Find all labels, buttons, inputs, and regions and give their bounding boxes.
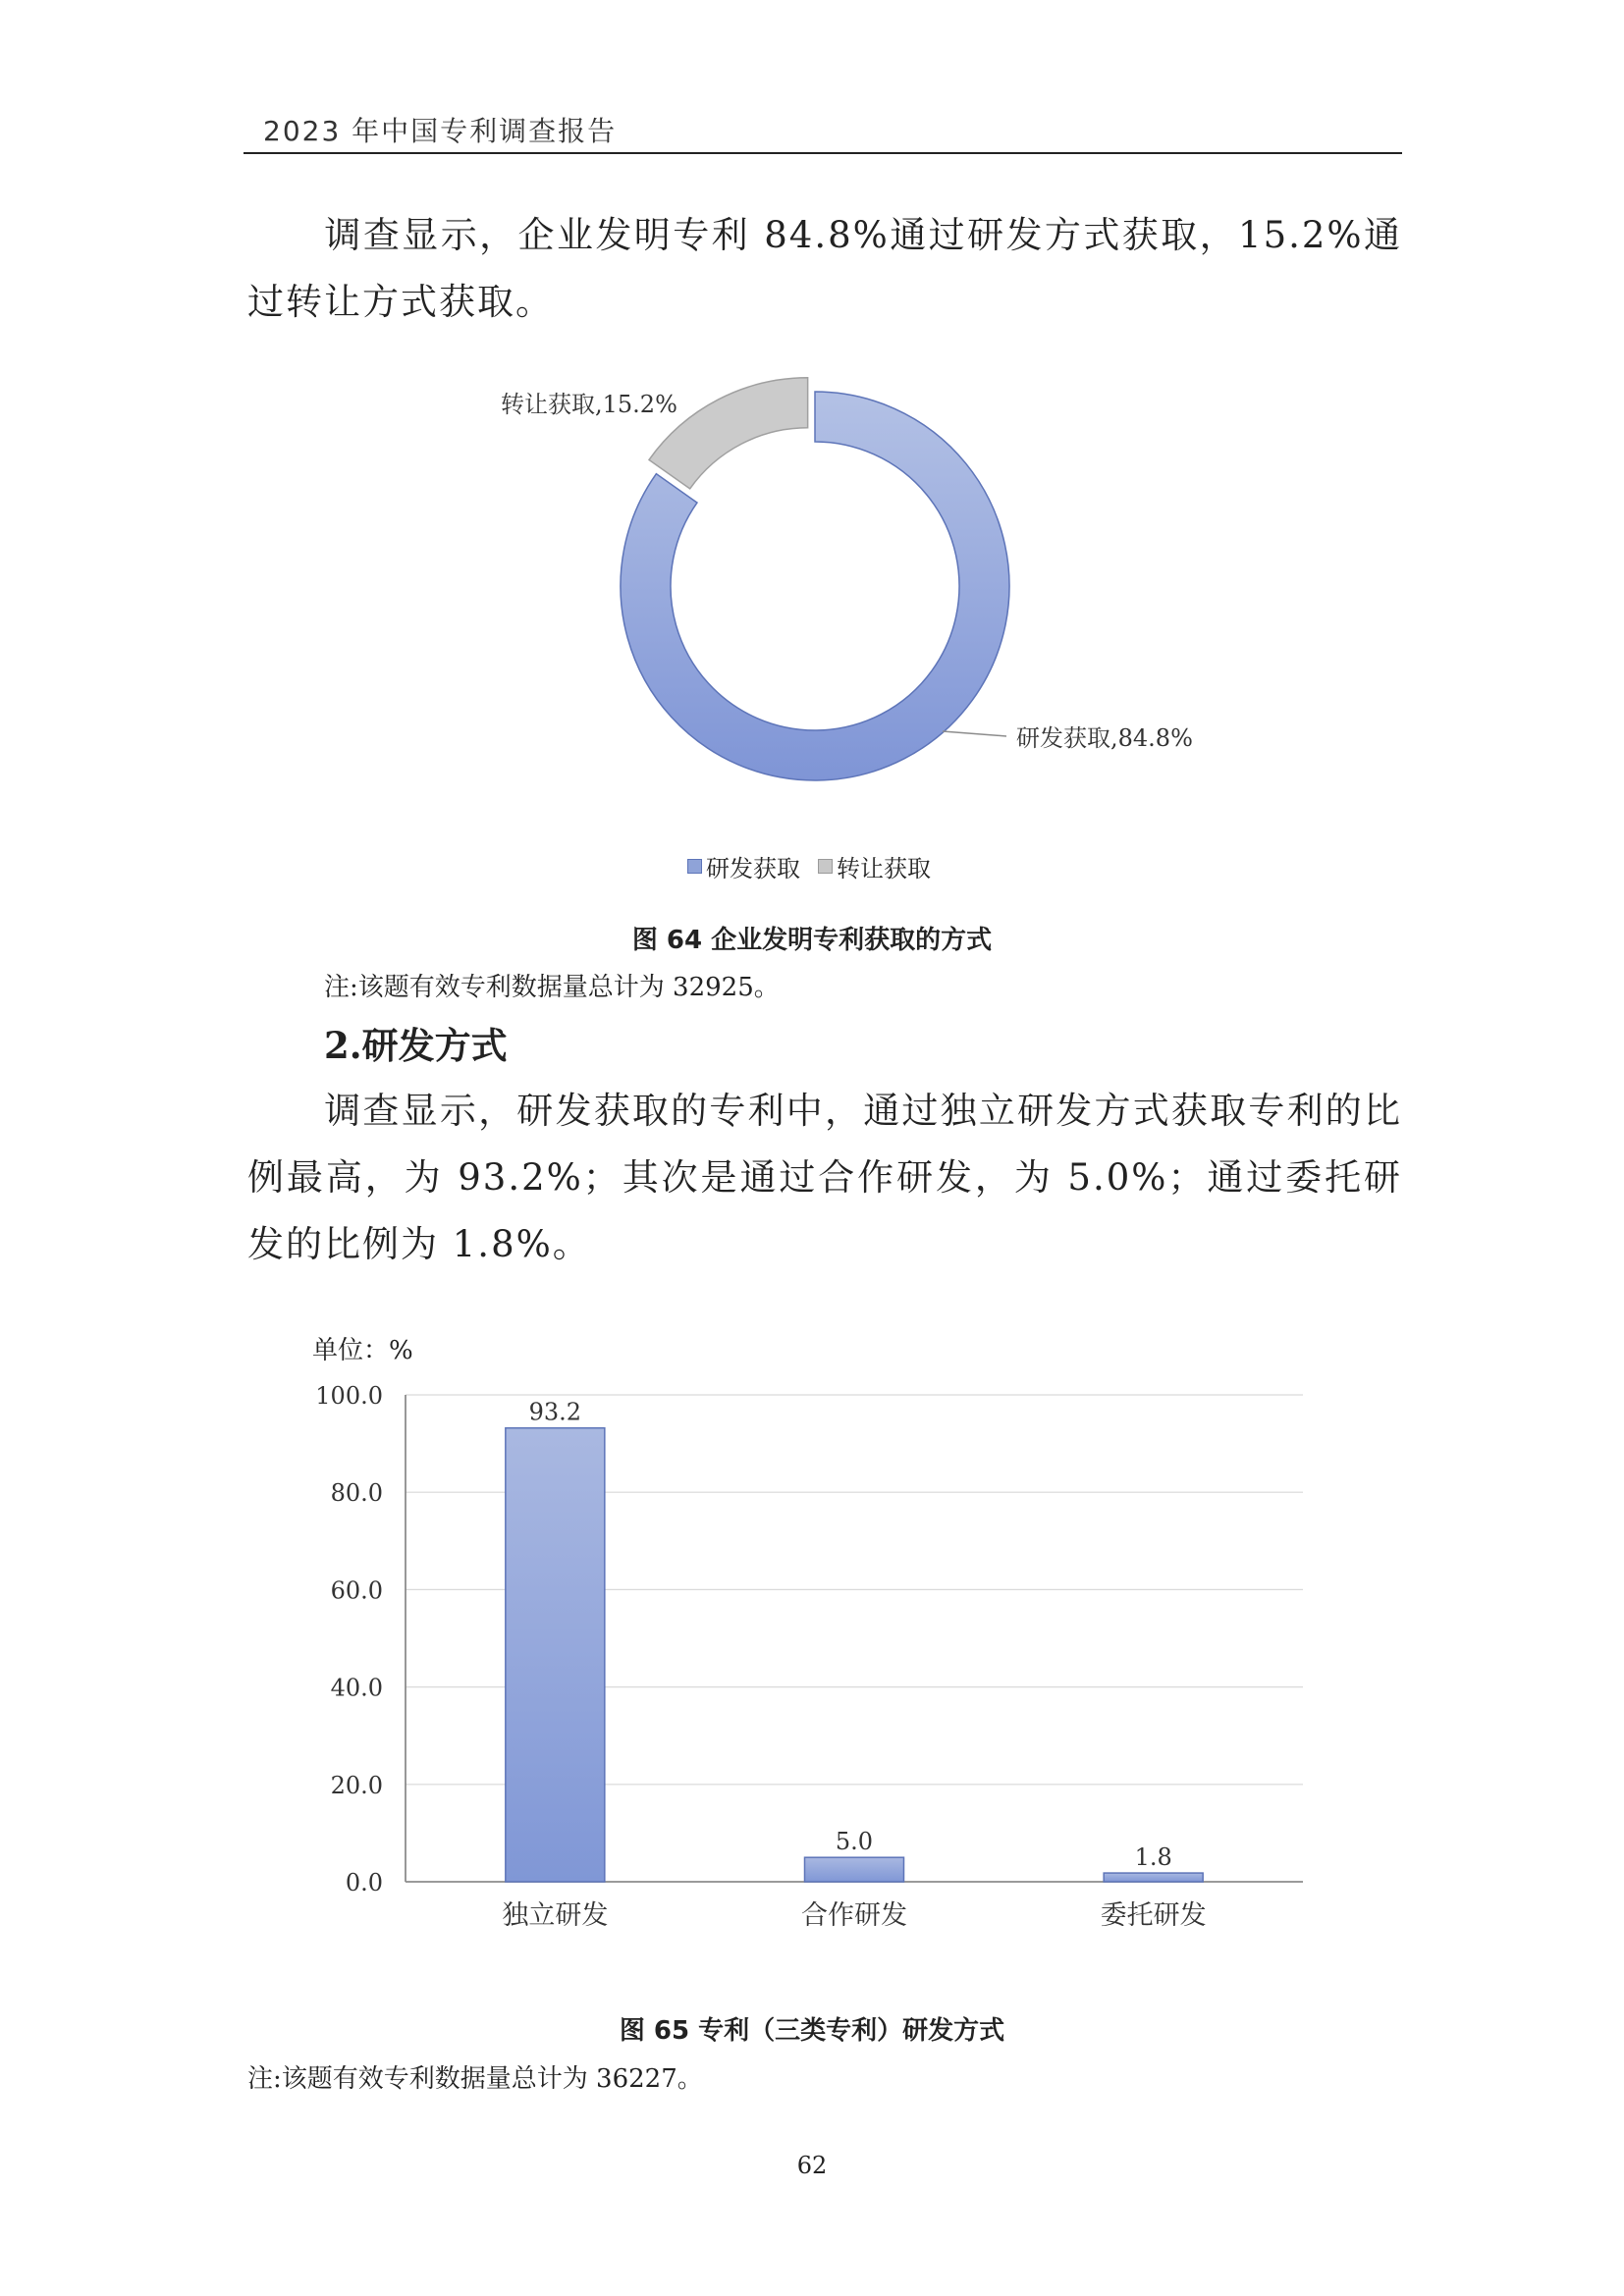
donut-legend	[687, 849, 931, 883]
bar	[506, 1428, 605, 1882]
bar-data-label: 1.8	[1134, 1843, 1172, 1872]
bar-data-label: 93.2	[528, 1398, 582, 1426]
legend-label-transfer: 转让获取	[837, 855, 931, 882]
donut-chart	[0, 0, 1624, 844]
figure-64-caption: 图 64 企业发明专利获取的方式	[631, 926, 993, 955]
bar	[805, 1857, 904, 1882]
x-category-label: 委托研发	[1100, 1900, 1207, 1931]
legend-label-rd: 研发获取	[706, 855, 800, 882]
figure-65-caption: 图 65 专利（三类专利）研发方式	[619, 2016, 1005, 2046]
paragraph-1-text: 调查显示，企业发明专利 84.8%通过研发方式获取，15.2%通过转让方式获取。	[247, 214, 1402, 323]
legend-swatch-transfer	[818, 859, 833, 874]
bar-data-label: 5.0	[835, 1828, 874, 1856]
figure-65-note: 注:该题有效专利数据量总计为 36227。	[247, 2064, 703, 2094]
legend-swatch-rd	[687, 859, 702, 874]
x-category-label: 独立研发	[502, 1900, 609, 1931]
unit-label: 单位：%	[312, 1336, 413, 1365]
bar-chart	[0, 1355, 1624, 1944]
legend-item-transfer	[818, 849, 931, 883]
section-heading: 2.研发方式	[324, 1024, 508, 1067]
y-tick-label: 0.0	[345, 1869, 383, 1896]
page-number: 62	[796, 2152, 828, 2179]
y-tick-label: 20.0	[330, 1771, 383, 1799]
y-tick-label: 40.0	[330, 1674, 383, 1702]
paragraph-2-text: 调查显示，研发获取的专利中，通过独立研发方式获取专利的比例最高，为 93.2%；其次是通过合作研发，为 5.0%；通过委托研发的比例为 1.8%。	[247, 1090, 1402, 1265]
bar	[1104, 1873, 1203, 1882]
running-header: 2023 年中国专利调查报告	[263, 115, 618, 147]
y-tick-label: 60.0	[330, 1576, 383, 1605]
paragraph-2	[247, 1078, 1402, 1278]
y-tick-label: 80.0	[330, 1479, 383, 1508]
figure-64-note: 注:该题有效专利数据量总计为 32925。	[324, 973, 780, 1002]
x-category-label: 合作研发	[801, 1900, 907, 1931]
y-tick-label: 100.0	[315, 1382, 383, 1410]
donut-data-label-transfer: 转让获取,15.2%	[501, 391, 677, 418]
donut-leader-line-rd	[943, 731, 1006, 736]
legend-item-rd	[687, 849, 800, 883]
donut-data-label-rd: 研发获取,84.8%	[1016, 724, 1193, 752]
